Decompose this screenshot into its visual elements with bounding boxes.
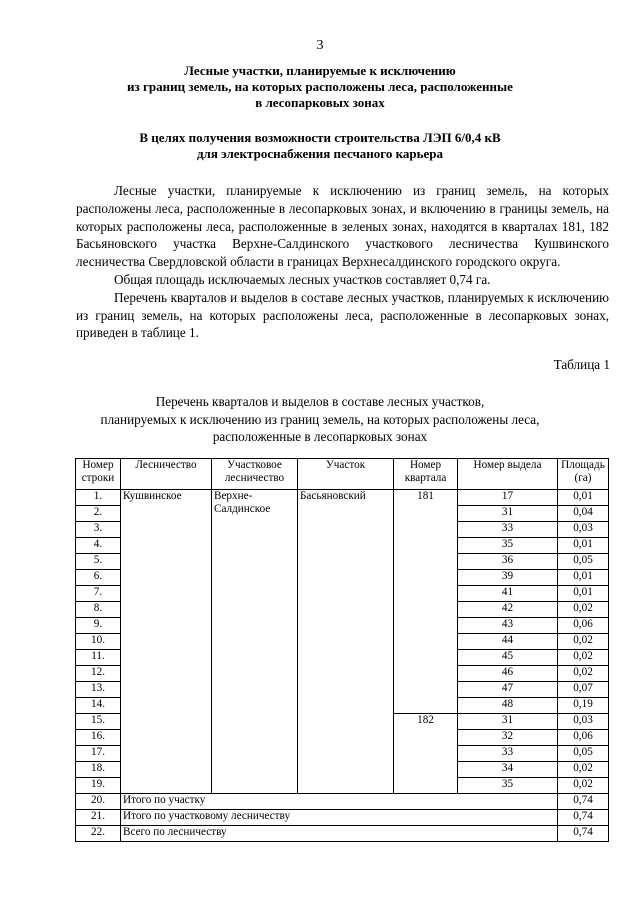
plot-number: 46 xyxy=(458,666,558,682)
total-row xyxy=(76,810,609,826)
quarter-cell: 182 xyxy=(394,714,458,794)
table-title-line: планируемых к исключению из границ земель, на которых расположены леса, xyxy=(100,411,540,427)
area-value: 0,05 xyxy=(558,746,609,762)
subtitle-line: для электроснабжения песчаного карьера xyxy=(196,146,444,161)
area-value: 0,03 xyxy=(558,522,609,538)
table-title-line: расположенные в лесопарковых зонах xyxy=(212,429,428,444)
area-value: 0,02 xyxy=(558,778,609,794)
row-number: 11. xyxy=(76,650,121,666)
header-forestry: Лесничество xyxy=(121,459,212,490)
area-value: 0,01 xyxy=(558,538,609,554)
area-value: 0,74 xyxy=(558,826,609,842)
subtitle-line: В целях получения возможности строительства ЛЭП 6/0,4 кВ xyxy=(139,130,501,145)
area-value: 0,04 xyxy=(558,506,609,522)
plot-number: 35 xyxy=(458,538,558,554)
table-title xyxy=(60,393,580,446)
plot-number: 31 xyxy=(458,506,558,522)
header-row-number: Номер строки xyxy=(76,459,121,490)
total-label: Итого по участку xyxy=(121,794,558,810)
paragraph: Лесные участки, планируемые к исключению из границ земель, на которых расположены леса, расположенные в лесопарковых зонах, и включению в границы земель, на которых расположены леса, расположенные в зеленых зонах, находятся в кварталах 181, 182 Басьяновского участка Верхне-Салдинского участкового лесничества Кушвинского лесничества Свердловской области в границах Верхнесалдинского городского округа. xyxy=(76,183,609,270)
area-value: 0,01 xyxy=(558,570,609,586)
total-row xyxy=(76,826,609,842)
plot-number: 33 xyxy=(458,746,558,762)
table-header-row xyxy=(76,459,609,490)
row-number: 1. xyxy=(76,490,121,506)
row-number: 19. xyxy=(76,778,121,794)
area-value: 0,02 xyxy=(558,762,609,778)
area-value: 0,02 xyxy=(558,634,609,650)
area-value: 0,74 xyxy=(558,794,609,810)
row-number: 3. xyxy=(76,522,121,538)
plot-number: 31 xyxy=(458,714,558,730)
forest-plots-table xyxy=(75,458,609,842)
plot-number: 17 xyxy=(458,490,558,506)
row-number: 16. xyxy=(76,730,121,746)
table-title-line: Перечень кварталов и выделов в составе лесных участков, xyxy=(155,394,485,409)
row-number: 8. xyxy=(76,602,121,618)
area-value: 0,06 xyxy=(558,730,609,746)
total-row xyxy=(76,794,609,810)
forestry-cell: Кушвинское xyxy=(121,490,212,794)
table-body xyxy=(76,490,609,842)
area-value: 0,02 xyxy=(558,602,609,618)
row-number: 13. xyxy=(76,682,121,698)
header-site: Участок xyxy=(298,459,394,490)
page-number: 3 xyxy=(316,38,324,53)
plot-number: 32 xyxy=(458,730,558,746)
table-label: Таблица 1 xyxy=(553,357,610,372)
plot-number: 48 xyxy=(458,698,558,714)
body-text xyxy=(76,182,609,342)
area-value: 0,06 xyxy=(558,618,609,634)
title-line: из границ земель, на которых расположены леса, расположенные xyxy=(127,79,513,94)
plot-number: 41 xyxy=(458,586,558,602)
row-number: 5. xyxy=(76,554,121,570)
plot-number: 47 xyxy=(458,682,558,698)
area-value: 0,02 xyxy=(558,650,609,666)
row-number: 6. xyxy=(76,570,121,586)
row-number: 20. xyxy=(76,794,121,810)
row-number: 21. xyxy=(76,810,121,826)
area-value: 0,01 xyxy=(558,586,609,602)
table-row xyxy=(76,490,609,506)
document-title xyxy=(80,63,560,111)
row-number: 15. xyxy=(76,714,121,730)
total-label: Итого по участковому лесничеству xyxy=(121,810,558,826)
plot-number: 39 xyxy=(458,570,558,586)
paragraph: Общая площадь исключаемых лесных участков составляет 0,74 га. xyxy=(114,271,491,287)
header-plot: Номер выдела xyxy=(458,459,558,490)
row-number: 14. xyxy=(76,698,121,714)
plot-number: 35 xyxy=(458,778,558,794)
plot-number: 43 xyxy=(458,618,558,634)
row-number: 22. xyxy=(76,826,121,842)
area-value: 0,02 xyxy=(558,666,609,682)
plot-number: 44 xyxy=(458,634,558,650)
row-number: 18. xyxy=(76,762,121,778)
area-value: 0,19 xyxy=(558,698,609,714)
header-quarter: Номер квартала xyxy=(394,459,458,490)
plot-number: 33 xyxy=(458,522,558,538)
area-value: 0,74 xyxy=(558,810,609,826)
plot-number: 34 xyxy=(458,762,558,778)
paragraph: Перечень кварталов и выделов в составе лесных участков, планируемых к исключению из границ земель, на которых расположены леса, расположенные в лесопарковых зонах, приведен в таблице 1. xyxy=(76,289,609,341)
site-cell: Басьяновский xyxy=(298,490,394,794)
row-number: 4. xyxy=(76,538,121,554)
total-label: Всего по лесничеству xyxy=(121,826,558,842)
header-district-forestry: Участковое лесничество xyxy=(212,459,298,490)
area-value: 0,05 xyxy=(558,554,609,570)
quarter-cell: 181 xyxy=(394,490,458,714)
district-forestry-cell: Верхне-Салдинское xyxy=(212,490,298,794)
document-subtitle xyxy=(80,130,560,162)
plot-number: 42 xyxy=(458,602,558,618)
row-number: 12. xyxy=(76,666,121,682)
row-number: 17. xyxy=(76,746,121,762)
title-line: Лесные участки, планируемые к исключению xyxy=(184,63,456,78)
title-line: в лесопарковых зонах xyxy=(255,95,385,110)
row-number: 2. xyxy=(76,506,121,522)
plot-number: 36 xyxy=(458,554,558,570)
area-value: 0,07 xyxy=(558,682,609,698)
row-number: 9. xyxy=(76,618,121,634)
area-value: 0,03 xyxy=(558,714,609,730)
header-area: Площадь (га) xyxy=(558,459,609,490)
plot-number: 45 xyxy=(458,650,558,666)
row-number: 10. xyxy=(76,634,121,650)
row-number: 7. xyxy=(76,586,121,602)
area-value: 0,01 xyxy=(558,490,609,506)
